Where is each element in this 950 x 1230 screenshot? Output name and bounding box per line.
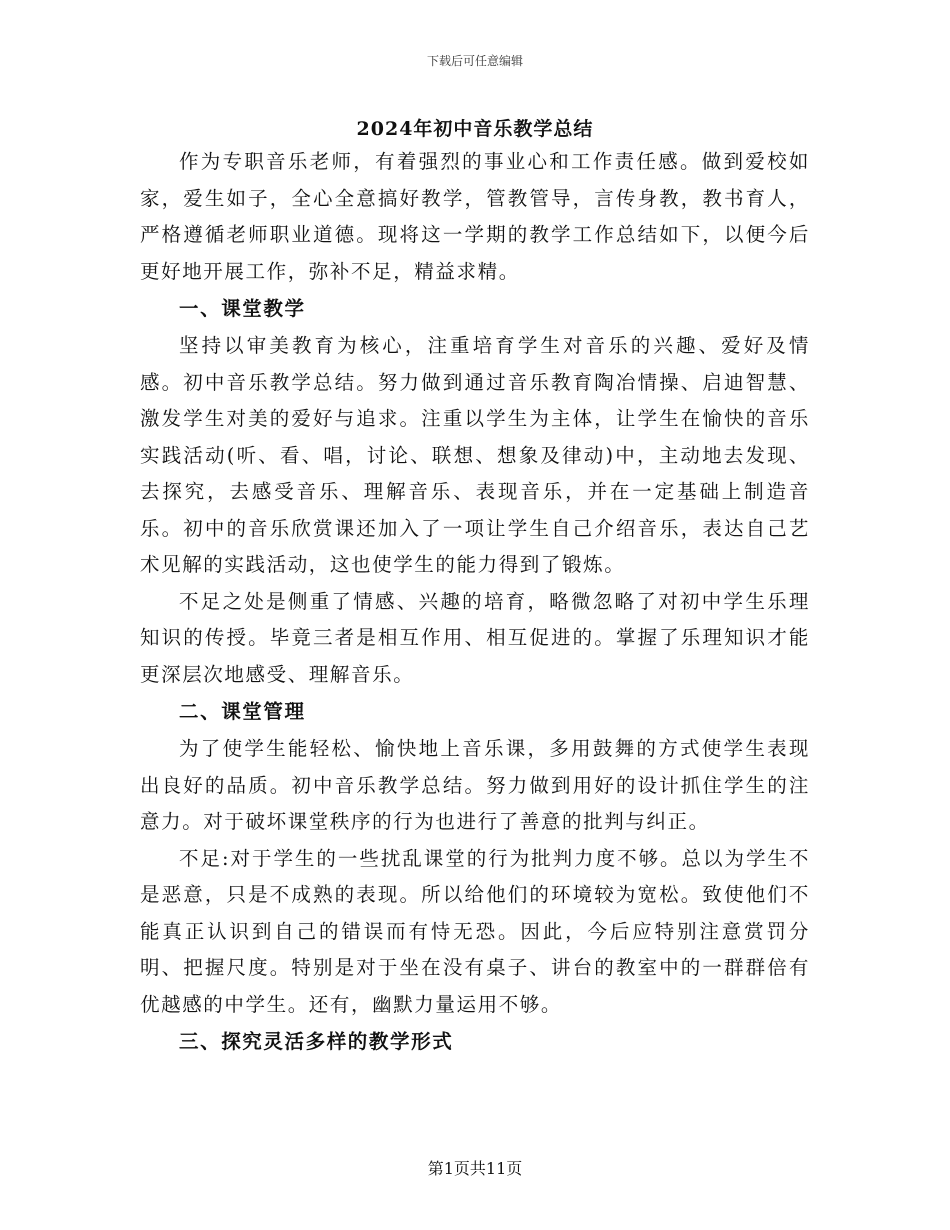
paragraph: 不足:对于学生的一些扰乱课堂的行为批判力度不够。总以为学生不是恶意，只是不成熟的表现。所以给他们的环境较为宽松。致使他们不能真正认识到自己的错误而有恃无恐。因此，今后应特别注意赏罚分明、把握尺度。特别是对于坐在没有桌子、讲台的教室中的一群群倍有优越感的中学生。还有，幽默力量运用不够。: [140, 846, 810, 1016]
document-title: 2024年初中音乐教学总结: [356, 118, 594, 140]
page-header: 下载后可任意编辑: [426, 54, 523, 68]
section-heading-classroom-management: 二、课堂管理: [179, 700, 306, 723]
intro-paragraph: 作为专职音乐老师，有着强烈的事业心和工作责任感。做到爱校如家，爱生如子，全心全意搞好教学，管教管导，言传身教，教书育人，严格遵循老师职业道德。现将这一学期的教学工作总结如下，以便今后更好地开展工作，弥补不足，精益求精。: [140, 150, 810, 283]
section-heading-classroom-teaching: 一、课堂教学: [179, 297, 306, 320]
section-heading-teaching-forms: 三、探究灵活多样的教学形式: [179, 1030, 454, 1053]
paragraph: 为了使学生能轻松、愉快地上音乐课，多用鼓舞的方式使学生表现出良好的品质。初中音乐教学总结。努力做到用好的设计抓住学生的注意力。对于破坏课堂秩序的行为也进行了善意的批判与纠正。: [140, 737, 810, 833]
document-body: [140, 144, 810, 1061]
paragraph: 坚持以审美教育为核心，注重培育学生对音乐的兴趣、爱好及情感。初中音乐教学总结。努力做到通过音乐教育陶冶情操、启迪智慧、激发学生对美的爱好与追求。注重以学生为主体，让学生在愉快的音乐实践活动(听、看、唱，讨论、联想、想象及律动)中，主动地去发现、去探究，去感受音乐、理解音乐、表现音乐，并在一定基础上制造音乐。初中的音乐欣赏课还加入了一项让学生自己介绍音乐，表达自己艺术见解的实践活动，这也使学生的能力得到了锻炼。: [140, 334, 810, 576]
page-number: 第1页共11页: [427, 1159, 523, 1178]
paragraph: 不足之处是侧重了情感、兴趣的培育，略微忽略了对初中学生乐理知识的传授。毕竟三者是相互作用、相互促进的。掌握了乐理知识才能更深层次地感受、理解音乐。: [140, 589, 810, 686]
